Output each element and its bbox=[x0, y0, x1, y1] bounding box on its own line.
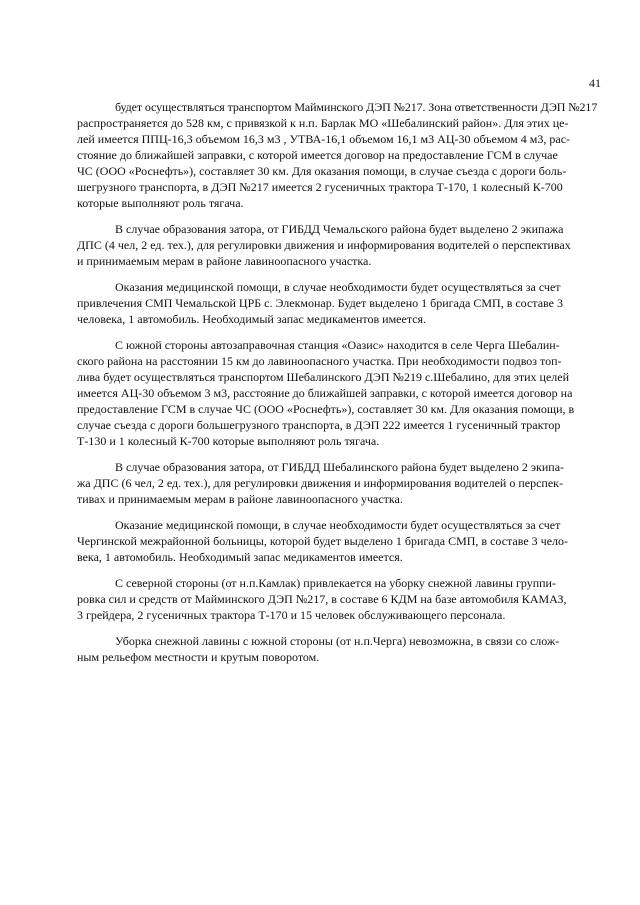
text-line: С северной стороны (от н.п.Камлак) привлекается на уборку снежной лавины группи- bbox=[115, 576, 556, 590]
text-line: Оказание медицинской помощи, в случае необходимости будет осуществляться за счет bbox=[115, 518, 561, 532]
paragraph bbox=[77, 337, 597, 449]
text-line: ского района на расстоянии 15 км до лавиноопасного участка. При необходимости подвоз топ- bbox=[77, 354, 562, 368]
paragraph bbox=[77, 517, 597, 565]
text-line: которые выполняют роль тягача. bbox=[77, 196, 244, 210]
text-line: случае съезда с дороги большегрузного транспорта, в ДЭП 222 имеется 1 гусеничный трактор bbox=[77, 418, 561, 432]
text-line: В случае образования затора, от ГИБДД Шебалинского района будет выделено 2 экипа- bbox=[115, 460, 565, 474]
text-line: века, 1 автомобиль. Необходимый запас медикаментов имеется. bbox=[77, 550, 403, 564]
text-line: 3 грейдера, 2 гусеничных трактора Т-170 и 15 человек обслуживающего персонала. bbox=[77, 608, 506, 622]
text-line: ным рельефом местности и крутым поворотом. bbox=[77, 650, 320, 664]
paragraph bbox=[77, 221, 597, 269]
text-line: распространяется до 528 км, с привязкой к н.п. Барлак МО «Шебалинский район». Для этих це- bbox=[77, 116, 569, 130]
paragraph bbox=[77, 99, 597, 211]
text-line: С южной стороны автозаправочная станция «Оазис» находится в селе Черга Шебалин- bbox=[115, 338, 560, 352]
text-line: лей имеется ППЦ-16,3 объемом 16,3 м3 , УТВА-16,1 объемом 16,1 м3 АЦ-30 объемом 4 м3, рас- bbox=[77, 132, 571, 146]
paragraph bbox=[77, 633, 597, 665]
text-line: Оказания медицинской помощи, в случае необходимости будет осуществляться за счет bbox=[115, 280, 561, 294]
text-line: и принимаемым мерам в районе лавиноопасного участка. bbox=[77, 254, 372, 268]
text-line: ДПС (4 чел, 2 ед. тех.), для регулировки движения и информирования водителей о перспективах bbox=[77, 238, 571, 252]
document-body bbox=[77, 99, 597, 675]
text-line: Т-130 и 1 колесный К-700 которые выполняют роль тягача. bbox=[77, 434, 380, 448]
paragraph bbox=[77, 459, 597, 507]
text-line: ровка сил и средств от Майминского ДЭП №217, в составе 6 КДМ на базе автомобиля КАМАЗ, bbox=[77, 592, 567, 606]
text-line: В случае образования затора, от ГИБДД Чемальского района будет выделено 2 экипажа bbox=[115, 222, 564, 236]
page-number: 41 bbox=[589, 76, 601, 90]
text-line: Чергинской межрайонной больницы, которой будет выделено 1 бригада СМП, в составе 3 чело- bbox=[77, 534, 569, 548]
text-line: шегрузного транспорта, в ДЭП №217 имеется 2 гусеничных трактора Т-170, 1 колесный К-700 bbox=[77, 180, 563, 194]
text-line: Уборка снежной лавины с южной стороны (от н.п.Черга) невозможна, в связи со слож- bbox=[115, 634, 560, 648]
text-line: ЧС (ООО «Роснефть»), составляет 30 км. Для оказания помощи, в случае съезда с дороги боль- bbox=[77, 164, 567, 178]
text-line: предоставление ГСМ в случае ЧС (ООО «Роснефть»), составляет 30 км. Для оказания помощи, в bbox=[77, 402, 575, 416]
text-line: имеется АЦ-30 объемом 3 м3, расстояние до ближайшей заправки, с которой имеется договор на bbox=[77, 386, 573, 400]
text-line: лива будет осуществляться транспортом Шебалинского ДЭП №219 с.Шебалино, для этих целей bbox=[77, 370, 570, 384]
text-line: жа ДПС (6 чел, 2 ед. тех.), для регулировки движения и информирования водителей о перспек- bbox=[77, 476, 563, 490]
text-line: тивах и принимаемым мерам в районе лавиноопасного участка. bbox=[77, 492, 403, 506]
text-line: стояние до ближайшей заправки, с которой имеется договор на предоставление ГСМ в случае bbox=[77, 148, 558, 162]
text-line: будет осуществляться транспортом Майминского ДЭП №217. Зона ответственности ДЭП №217 bbox=[115, 100, 598, 114]
text-line: человека, 1 автомобиль. Необходимый запас медикаментов имеется. bbox=[77, 312, 427, 326]
paragraph bbox=[77, 575, 597, 623]
paragraph bbox=[77, 279, 597, 327]
text-line: привлечения СМП Чемальской ЦРБ с. Элекмонар. Будет выделено 1 бригада СМП, в составе 3 bbox=[77, 296, 563, 310]
